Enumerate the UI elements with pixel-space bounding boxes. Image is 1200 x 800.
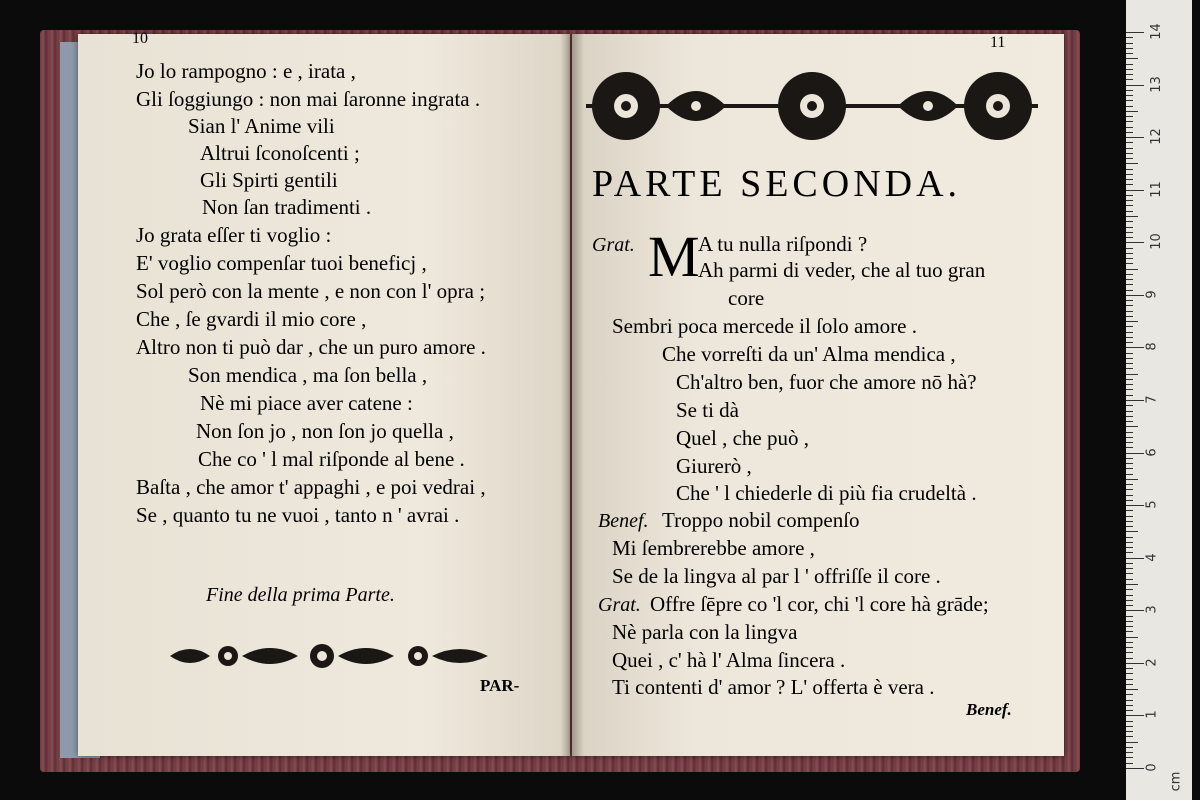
ruler-tick	[1126, 300, 1133, 301]
ruler-tick	[1126, 573, 1133, 574]
ruler-tick	[1126, 95, 1133, 96]
left-line-3: Sian l' Anime vili	[188, 114, 335, 138]
right-page-number: 11	[990, 34, 1006, 51]
ruler-tick	[1126, 174, 1133, 175]
right-line-11: Troppo nobil compenſo	[662, 508, 860, 532]
ruler-tick	[1126, 379, 1133, 380]
ruler-tick	[1126, 374, 1138, 375]
ruler-number: 3	[1144, 605, 1160, 614]
ruler-tick	[1126, 447, 1133, 448]
ruler-tick	[1126, 405, 1133, 406]
ruler-tick	[1126, 32, 1144, 33]
ruler-tick	[1126, 595, 1133, 596]
ruler-tick	[1126, 647, 1133, 648]
ruler-tick	[1126, 495, 1133, 496]
ruler-tick	[1126, 652, 1133, 653]
ruler-tick	[1126, 142, 1133, 143]
ruler-number: 10	[1148, 233, 1164, 251]
left-line-12: Son mendica , ma ſon bella ,	[188, 363, 428, 387]
ruler-number: 6	[1144, 447, 1160, 457]
ruler-tick	[1126, 184, 1133, 185]
ruler-tick	[1126, 673, 1133, 674]
left-line-17: Se , quanto tu ne vuoi , tanto n ' avrai .	[136, 503, 460, 527]
ruler-tick	[1126, 589, 1133, 590]
ruler-tick	[1126, 221, 1133, 222]
ruler-tick	[1126, 715, 1144, 716]
ruler-tick	[1126, 37, 1133, 38]
right-line-10: Che ' l chiederle di più fia crudeltà .	[676, 481, 977, 505]
ruler-tick	[1126, 342, 1133, 343]
ruler-tick	[1126, 710, 1133, 711]
ruler-tick	[1126, 763, 1133, 764]
right-line-15: Nè parla con la lingva	[612, 620, 798, 644]
ruler-number: 13	[1148, 75, 1164, 93]
left-line-16: Baſta , che amor t' appaghi , e poi vedrai ,	[136, 475, 486, 499]
right-line-16: Quei , c' hà l' Alma ſincera .	[612, 648, 846, 672]
ruler-tick	[1126, 279, 1133, 280]
ruler-number: 8	[1144, 342, 1160, 352]
ruler-tick	[1126, 274, 1133, 275]
ruler-tick	[1126, 505, 1144, 506]
ruler-tick	[1126, 137, 1144, 138]
ruler-tick	[1126, 468, 1133, 469]
ruler-tick	[1126, 658, 1133, 659]
ruler-tick	[1126, 321, 1138, 322]
ruler-tick	[1126, 90, 1133, 91]
left-line-1: Jo lo rampogno : e , irata ,	[136, 59, 356, 83]
left-line-7: Jo grata eſſer ti voglio :	[136, 223, 332, 247]
ruler-tick	[1126, 679, 1133, 680]
ruler-tick	[1126, 163, 1138, 164]
right-line-4: Sembri poca mercede il ſolo amore .	[612, 314, 917, 338]
ruler-tick	[1126, 227, 1133, 228]
ruler-tick	[1126, 169, 1133, 170]
ruler-tick	[1126, 742, 1138, 743]
ruler-tick	[1126, 311, 1133, 312]
ruler-tick	[1126, 316, 1133, 317]
left-line-10: Che , ſe gvardi il mio core ,	[136, 307, 367, 331]
right-line-5: Che vorreſti da un' Alma mendica ,	[662, 342, 956, 366]
speaker-benef: Benef.	[598, 510, 649, 532]
ruler-number: 9	[1144, 290, 1160, 299]
ruler-tick	[1126, 79, 1133, 80]
left-page-number: 10	[132, 30, 148, 47]
book-gutter	[560, 34, 584, 756]
ruler-tick	[1126, 69, 1133, 70]
ruler-tick	[1126, 295, 1144, 296]
ruler-tick	[1126, 358, 1133, 359]
ruler-tick	[1126, 85, 1144, 86]
ruler-number: 2	[1144, 658, 1160, 667]
right-line-14: Offre ſēpre co 'l cor, chi 'l core hà grāde;	[650, 592, 989, 616]
left-line-14: Non ſon jo , non ſon jo quella ,	[196, 419, 454, 443]
ruler-number: 7	[1144, 395, 1160, 404]
ruler-tick	[1126, 757, 1133, 758]
ruler-tick	[1126, 389, 1133, 390]
ruler-number: 12	[1148, 128, 1164, 145]
ruler-tick	[1126, 58, 1138, 59]
ruler-tick	[1126, 248, 1133, 249]
ruler-tick	[1126, 64, 1133, 65]
ruler-tick	[1126, 200, 1133, 201]
left-line-4: Altrui ſconoſcenti ;	[200, 141, 360, 165]
ruler-number: 11	[1148, 180, 1164, 198]
ruler-tick	[1126, 642, 1133, 643]
left-line-2: Gli ſoggiungo : non mai ſaronne ingrata .	[136, 87, 481, 111]
ruler-tick	[1126, 237, 1133, 238]
ruler-tick	[1126, 526, 1133, 527]
ruler-tick	[1126, 437, 1133, 438]
right-line-2: Ah parmi di veder, che al tuo gran	[698, 258, 986, 282]
ruler-tick	[1126, 579, 1133, 580]
ruler-tick	[1126, 384, 1133, 385]
ruler-tick	[1126, 100, 1133, 101]
fine-della-prima-parte: Fine della prima Parte.	[206, 584, 395, 606]
ruler-tick	[1126, 568, 1133, 569]
ruler-tick	[1126, 510, 1133, 511]
ruler-tick	[1126, 600, 1133, 601]
ruler-tick	[1126, 752, 1133, 753]
right-line-6: Ch'altro ben, fuor che amore nō hà?	[676, 370, 977, 394]
left-line-5: Gli Spirti gentili	[200, 168, 338, 192]
drop-cap: M	[648, 224, 700, 289]
ruler-tick	[1126, 395, 1133, 396]
ruler-tick	[1126, 631, 1133, 632]
left-line-15: Che co ' l mal riſponde al bene .	[198, 447, 465, 471]
right-line-1: A tu nulla riſpondi ?	[698, 232, 868, 256]
ruler-tick	[1126, 153, 1133, 154]
ruler-tick	[1126, 205, 1133, 206]
ruler-tick	[1126, 463, 1133, 464]
ruler-tick	[1126, 747, 1133, 748]
floral-ornament-small	[170, 636, 490, 676]
ruler-tick	[1126, 453, 1144, 454]
ruler-tick	[1126, 558, 1144, 559]
ruler-tick	[1126, 700, 1133, 701]
ruler-tick	[1126, 694, 1133, 695]
ruler-tick	[1126, 684, 1133, 685]
ruler-tick	[1126, 332, 1133, 333]
ruler-tick	[1126, 489, 1133, 490]
ruler-tick	[1126, 621, 1133, 622]
ruler-tick	[1126, 563, 1133, 564]
ruler-tick	[1126, 605, 1133, 606]
ruler-tick	[1126, 190, 1144, 191]
ruler-number: 1	[1144, 710, 1160, 720]
ruler-tick	[1126, 768, 1144, 769]
ruler-tick	[1126, 584, 1138, 585]
ruler-number: 4	[1144, 553, 1160, 562]
ruler-tick	[1126, 368, 1133, 369]
ruler-tick	[1126, 426, 1138, 427]
ruler-number: 5	[1144, 500, 1160, 509]
right-line-8: Quel , che può ,	[676, 426, 809, 450]
ruler-tick	[1126, 689, 1138, 690]
ruler-tick	[1126, 106, 1133, 107]
ruler-tick	[1126, 53, 1133, 54]
left-line-8: E' voglio compenſar tuoi beneficj ,	[136, 251, 427, 275]
ruler-tick	[1126, 242, 1144, 243]
ruler-tick	[1126, 326, 1133, 327]
left-line-13: Nè mi piace aver catene :	[200, 391, 413, 415]
ruler-tick	[1126, 263, 1133, 264]
right-line-9: Giurerò ,	[676, 454, 752, 478]
ruler-tick	[1126, 121, 1133, 122]
ruler-tick	[1126, 232, 1133, 233]
ruler-tick	[1126, 663, 1144, 664]
ruler-tick	[1126, 148, 1133, 149]
left-line-9: Sol però con la mente , e non con l' opra ;	[136, 279, 486, 303]
ruler-tick	[1126, 721, 1133, 722]
ruler-tick	[1126, 269, 1138, 270]
right-line-7: Se ti dà	[676, 398, 739, 422]
ruler-tick	[1126, 531, 1138, 532]
ruler-tick	[1126, 610, 1144, 611]
ruler-tick	[1126, 337, 1133, 338]
speaker-grat: Grat.	[592, 234, 635, 256]
ruler-tick	[1126, 195, 1133, 196]
right-line-12: Mi ſembrerebbe amore ,	[612, 536, 815, 560]
ruler-tick	[1126, 258, 1133, 259]
ruler-tick	[1126, 74, 1133, 75]
ruler-tick	[1126, 158, 1133, 159]
ruler-tick	[1126, 111, 1138, 112]
ruler-tick	[1126, 637, 1138, 638]
ruler-tick	[1126, 616, 1133, 617]
ruler-number: 0	[1144, 763, 1160, 772]
ruler-tick	[1126, 705, 1133, 706]
ruler-tick	[1126, 537, 1133, 538]
ruler-tick	[1126, 216, 1138, 217]
right-line-3: core	[728, 286, 765, 310]
ruler-tick	[1126, 726, 1133, 727]
left-line-11: Altro non ti può dar , che un puro amore .	[136, 335, 486, 359]
section-heading: PARTE SECONDA.	[592, 163, 962, 205]
ruler-tick	[1126, 500, 1133, 501]
ruler-tick	[1126, 552, 1133, 553]
ruler-tick	[1126, 290, 1133, 291]
ruler-tick	[1126, 127, 1133, 128]
ruler-tick	[1126, 132, 1133, 133]
ruler-tick	[1126, 479, 1138, 480]
ruler-tick	[1126, 442, 1133, 443]
ruler-tick	[1126, 542, 1133, 543]
ruler-tick	[1126, 305, 1133, 306]
ruler-tick	[1126, 521, 1133, 522]
left-line-6: Non ſan tradimenti .	[202, 195, 372, 219]
left-catchword: PAR-	[480, 676, 520, 695]
speaker-grat-2: Grat.	[598, 594, 641, 616]
right-line-17: Ti contenti d' amor ? L' offerta è vera .	[612, 675, 935, 699]
ruler-tick	[1126, 411, 1133, 412]
ruler-number: 14	[1148, 23, 1164, 40]
ruler-tick	[1126, 179, 1133, 180]
ruler-tick	[1126, 416, 1133, 417]
ruler-tick	[1126, 668, 1133, 669]
ruler-tick	[1126, 731, 1133, 732]
right-line-13: Se de la lingva al par l ' offriſſe il core .	[612, 564, 941, 588]
ruler-tick	[1126, 484, 1133, 485]
ruler-tick	[1126, 400, 1144, 401]
ruler-tick	[1126, 363, 1133, 364]
ruler-tick	[1126, 253, 1133, 254]
ruler-tick	[1126, 211, 1133, 212]
ruler-tick	[1126, 421, 1133, 422]
ruler-tick	[1126, 48, 1133, 49]
ruler-tick	[1126, 547, 1133, 548]
right-catchword: Benef.	[966, 700, 1012, 719]
measurement-ruler	[1126, 0, 1192, 800]
ruler-tick	[1126, 116, 1133, 117]
ruler-tick	[1126, 736, 1133, 737]
ruler-tick	[1126, 284, 1133, 285]
ruler-tick	[1126, 516, 1133, 517]
ruler-tick	[1126, 474, 1133, 475]
ruler-tick	[1126, 43, 1133, 44]
ruler-tick	[1126, 626, 1133, 627]
ruler-tick	[1126, 353, 1133, 354]
ruler-unit: cm	[1168, 771, 1184, 792]
ruler-tick	[1126, 432, 1133, 433]
ruler-tick	[1126, 458, 1133, 459]
floral-headpiece-ornament	[586, 66, 1038, 146]
ruler-tick	[1126, 347, 1144, 348]
